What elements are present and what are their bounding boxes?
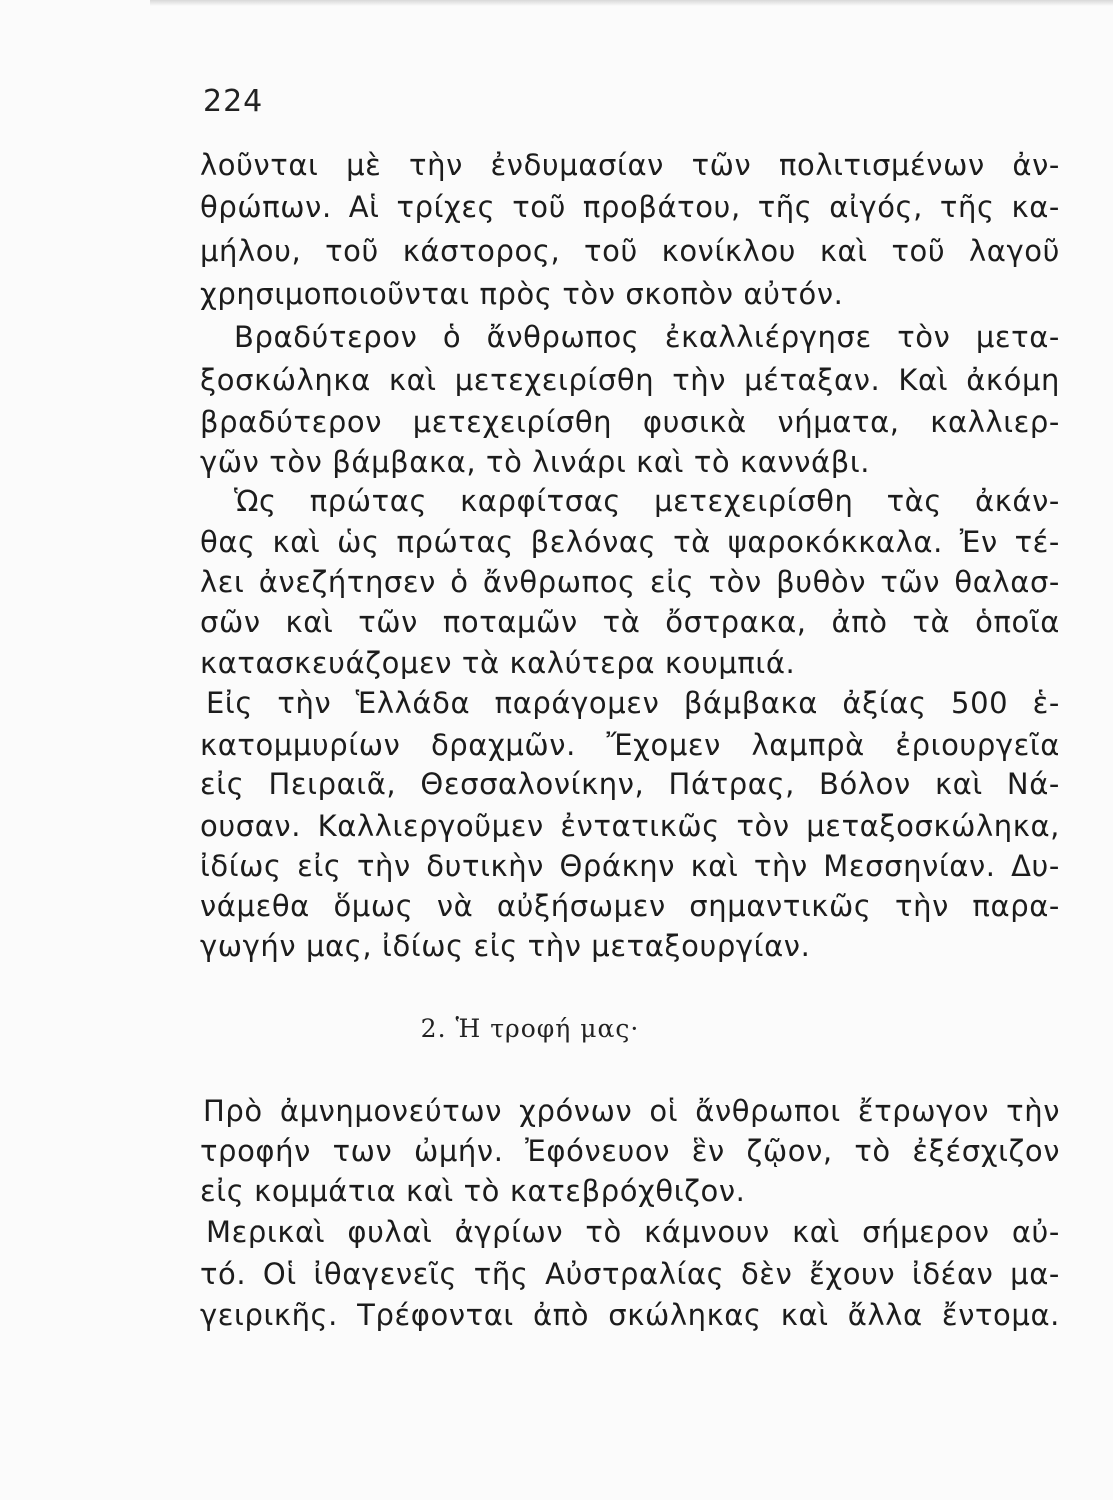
text-line: Εἰς τὴν Ἑλλάδα παράγομεν βάμβακα ἀξίας 500 ἑ- — [206, 686, 1060, 720]
page-number: 224 — [203, 84, 264, 119]
text-line: Βραδύτερον ὁ ἄνθρωπος ἐκαλλιέργησε τὸν μετα- — [234, 320, 1060, 354]
text-line: τό. Οἱ ἰθαγενεῖς τῆς Αὐστραλίας δὲν ἔχουν ἰδέαν μα- — [200, 1257, 1060, 1291]
text-line: νάμεθα ὅμως νὰ αὐξήσωμεν σημαντικῶς τὴν παρα- — [200, 889, 1060, 923]
text-line: τροφήν των ὠμήν. Ἐφόνευον ἓν ζῷον, τὸ ἐξέσχιζον — [200, 1134, 1060, 1168]
section-heading: 2. Ἡ τροφή μας· — [420, 1014, 640, 1043]
text-line: Ὡς πρώτας καρφίτσας μετεχειρίσθη τὰς ἀκάν- — [234, 484, 1060, 518]
text-line: χρησιμοποιοῦνται πρὸς τὸν σκοπὸν αὐτόν. — [200, 277, 844, 311]
text-line: Πρὸ ἀμνημονεύτων χρόνων οἱ ἄνθρωποι ἔτρωγον τὴν — [203, 1094, 1060, 1128]
text-line: κατομμυρίων δραχμῶν. Ἔχομεν λαμπρὰ ἐριουργεῖα — [200, 728, 1060, 762]
text-line: ἰδίως εἰς τὴν δυτικὴν Θράκην καὶ τὴν Μεσσηνίαν. Δυ- — [200, 849, 1060, 883]
text-line: γωγήν μας, ἰδίως εἰς τὴν μεταξουργίαν. — [200, 929, 811, 963]
scan-edge-shadow — [150, 0, 1113, 6]
text-line: γειρικῆς. Τρέφονται ἀπὸ σκώληκας καὶ ἄλλα ἔντομα. — [200, 1298, 1060, 1332]
text-line: θρώπων. Αἱ τρίχες τοῦ προβάτου, τῆς αἰγός, τῆς κα- — [200, 190, 1060, 224]
text-line: ξοσκώληκα καὶ μετεχειρίσθη τὴν μέταξαν. Καὶ ἀκόμη — [200, 363, 1060, 397]
text-line: λει ἀνεζήτησεν ὁ ἄνθρωπος εἰς τὸν βυθὸν τῶν θαλασ- — [200, 565, 1060, 599]
text-line: κατασκευάζομεν τὰ καλύτερα κουμπιά. — [200, 646, 796, 680]
text-line: ουσαν. Καλλιεργοῦμεν ἐντατικῶς τὸν μεταξοσκώληκα, — [200, 809, 1060, 843]
text-line: βραδύτερον μετεχειρίσθη φυσικὰ νήματα, καλλιερ- — [200, 405, 1060, 439]
text-line: μήλου, τοῦ κάστορος, τοῦ κονίκλου καὶ τοῦ λαγοῦ — [200, 234, 1060, 268]
text-line: Μερικαὶ φυλαὶ ἀγρίων τὸ κάμνουν καὶ σήμερον αὐ- — [206, 1215, 1060, 1249]
text-line: θας καὶ ὡς πρώτας βελόνας τὰ ψαροκόκκαλα. Ἐν τέ- — [200, 525, 1060, 559]
text-line: σῶν καὶ τῶν ποταμῶν τὰ ὄστρακα, ἀπὸ τὰ ὁποῖα — [200, 605, 1060, 639]
text-line: γῶν τὸν βάμβακα, τὸ λινάρι καὶ τὸ καννάβι. — [200, 445, 871, 479]
text-line: εἰς κομμάτια καὶ τὸ κατεβρόχθιζον. — [200, 1174, 746, 1208]
text-line: λοῦνται μὲ τὴν ἐνδυμασίαν τῶν πολιτισμένων ἀν- — [200, 148, 1060, 182]
text-line: εἰς Πειραιᾶ, Θεσσαλονίκην, Πάτρας, Βόλον καὶ Νά- — [200, 767, 1060, 801]
